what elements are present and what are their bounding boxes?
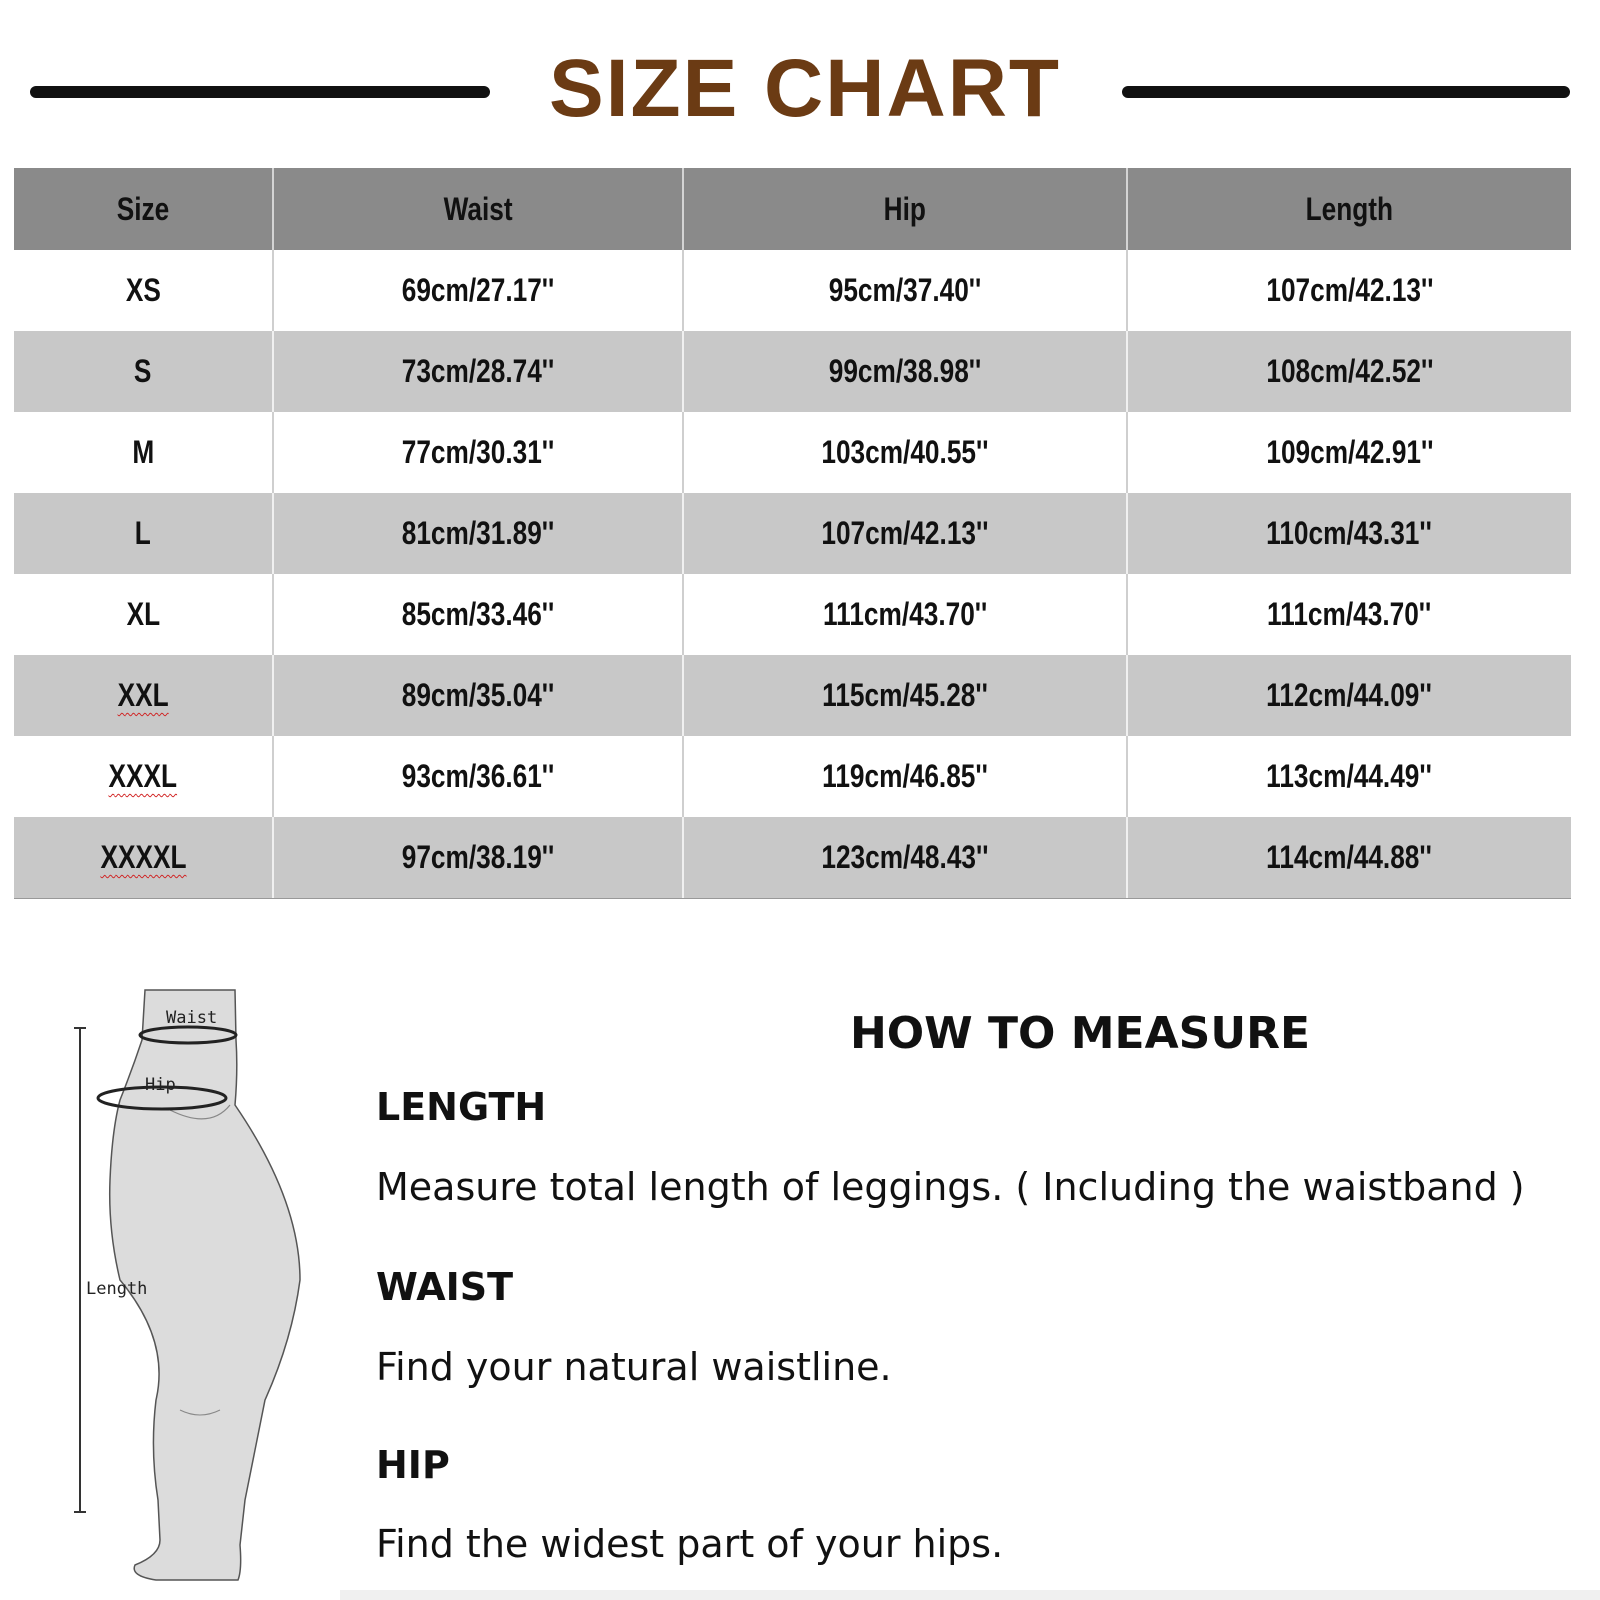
measurement-cell: 81cm/31.89'': [273, 493, 683, 574]
table-row: [14, 493, 1571, 574]
waist-label: WAIST: [376, 1265, 514, 1309]
measurement-cell: 109cm/42.91'': [1127, 412, 1571, 493]
measurement-cell: 73cm/28.74'': [273, 331, 683, 412]
table-row: [14, 574, 1571, 655]
measurement-cell: 69cm/27.17'': [273, 250, 683, 331]
size-cell: S: [14, 331, 273, 412]
measurement-cell: 115cm/45.28'': [683, 655, 1127, 736]
size-table: [14, 168, 1571, 898]
measurement-cell: 111cm/43.70'': [683, 574, 1127, 655]
title-rule-right: [1122, 86, 1570, 98]
how-to-measure-heading: HOW TO MEASURE: [849, 1008, 1311, 1059]
measurement-cell: 99cm/38.98'': [683, 331, 1127, 412]
measurement-cell: 93cm/36.61'': [273, 736, 683, 817]
hip-description: Find the widest part of your hips.: [376, 1522, 1004, 1566]
measurement-cell: 111cm/43.70'': [1127, 574, 1571, 655]
title-rule-left: [30, 86, 490, 98]
length-label: LENGTH: [376, 1085, 547, 1129]
length-description: Measure total length of leggings. ( Including the waistband ): [376, 1165, 1525, 1209]
hip-figure-label: Hip: [145, 1075, 176, 1095]
measurement-cell: 110cm/43.31'': [1127, 493, 1571, 574]
measurement-cell: 114cm/44.88'': [1127, 817, 1571, 898]
bottom-divider: [340, 1590, 1600, 1600]
measurement-cell: 95cm/37.40'': [683, 250, 1127, 331]
measurement-cell: 107cm/42.13'': [1127, 250, 1571, 331]
size-cell: XS: [14, 250, 273, 331]
size-cell: L: [14, 493, 273, 574]
measurement-cell: 77cm/30.31'': [273, 412, 683, 493]
measurement-cell: 85cm/33.46'': [273, 574, 683, 655]
measurement-cell: 113cm/44.49'': [1127, 736, 1571, 817]
table-row: [14, 331, 1571, 412]
measurement-cell: 119cm/46.85'': [683, 736, 1127, 817]
waist-description: Find your natural waistline.: [376, 1345, 892, 1389]
hip-label: HIP: [376, 1443, 450, 1487]
measurement-cell: 107cm/42.13'': [683, 493, 1127, 574]
measurement-cell: 108cm/42.52'': [1127, 331, 1571, 412]
size-cell: M: [14, 412, 273, 493]
header-hip: Hip: [683, 168, 1127, 250]
page-title: SIZE CHART: [549, 43, 1061, 134]
waist-figure-label: Waist: [166, 1008, 218, 1028]
length-figure-label: Length: [86, 1279, 148, 1299]
header-length: Length: [1127, 168, 1571, 250]
table-row: [14, 412, 1571, 493]
size-cell: XL: [14, 574, 273, 655]
header-waist: Waist: [273, 168, 683, 250]
measurement-cell: 123cm/48.43'': [683, 817, 1127, 898]
size-cell: XXXL: [14, 736, 273, 817]
table-row: [14, 655, 1571, 736]
measurement-cell: 112cm/44.09'': [1127, 655, 1571, 736]
table-row: [14, 817, 1571, 898]
leggings-figure: [60, 980, 360, 1590]
size-cell: XXL: [14, 655, 273, 736]
size-cell: XXXXL: [14, 817, 273, 898]
measurement-cell: 89cm/35.04'': [273, 655, 683, 736]
header-size: Size: [14, 168, 273, 250]
measurement-cell: 97cm/38.19'': [273, 817, 683, 898]
measurement-cell: 103cm/40.55'': [683, 412, 1127, 493]
table-header-row: [14, 168, 1571, 250]
table-row: [14, 250, 1571, 331]
table-row: [14, 736, 1571, 817]
